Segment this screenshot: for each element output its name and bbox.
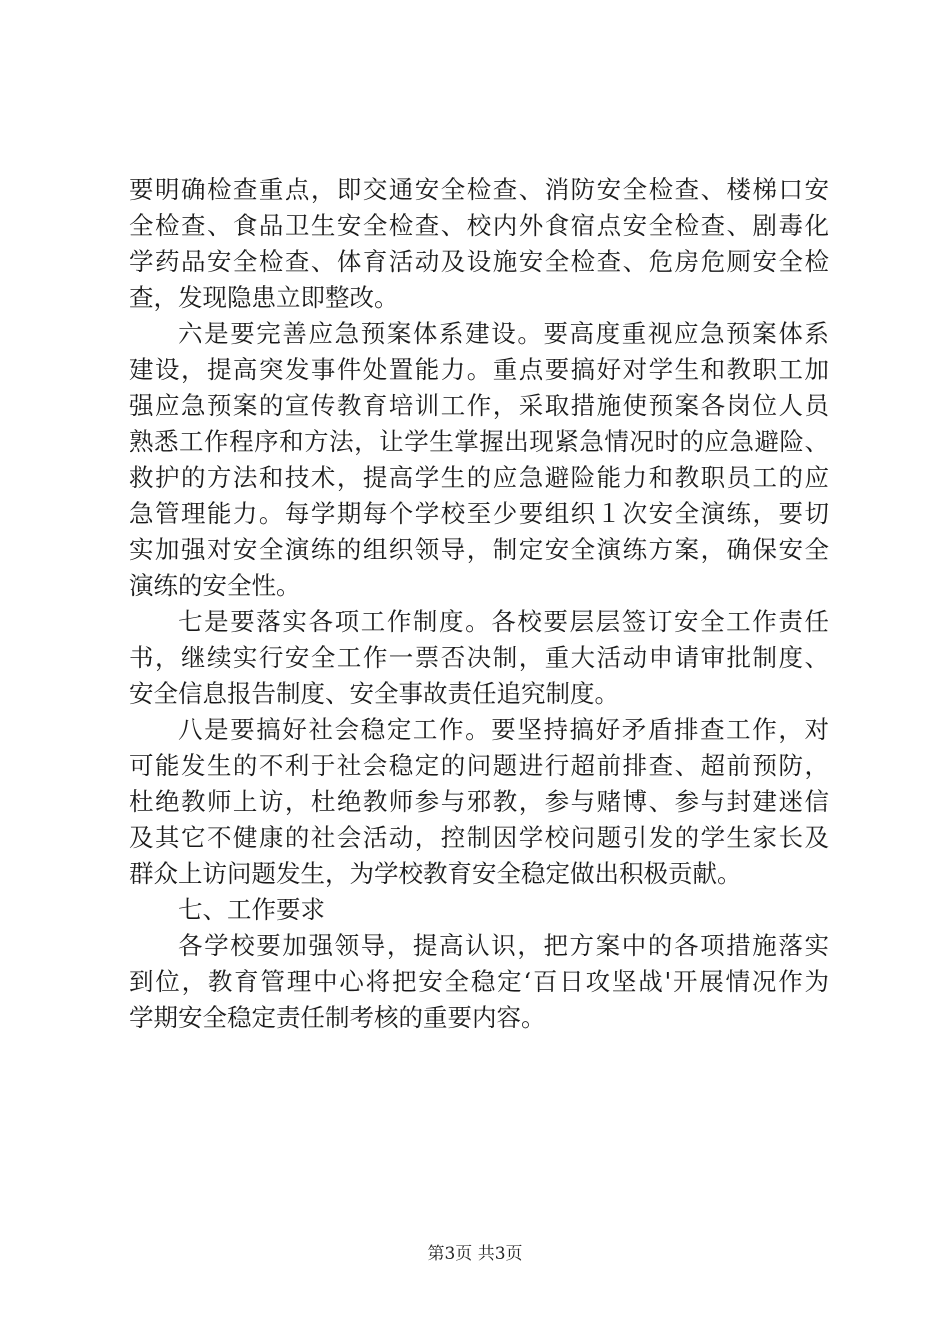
text-line: 要明确检查重点，即交通安全检查、消防安全检查、楼梯口安 xyxy=(129,175,829,204)
section-heading: 七、工作要求 xyxy=(178,895,325,924)
text-line: 书，继续实行安全工作一票否决制，重大活动申请审批制度、 xyxy=(129,643,829,672)
paragraph-start-line: 各学校要加强领导，提高认识，把方案中的各项措施落实 xyxy=(178,931,829,960)
text-line: 演练的安全性。 xyxy=(129,571,301,600)
paragraph-start-line: 六是要完善应急预案体系建设。要高度重视应急预案体系 xyxy=(178,319,829,348)
text-line: 学药品安全检查、体育活动及设施安全检查、危房危厕安全检 xyxy=(129,247,829,276)
text-line: 全检查、食品卫生安全检查、校内外食宿点安全检查、剧毒化 xyxy=(129,211,829,240)
paragraph-start-line: 八是要搞好社会稳定工作。要坚持搞好矛盾排查工作，对 xyxy=(178,715,829,744)
text-line: 杜绝教师上访，杜绝教师参与邪教，参与赌博、参与封建迷信 xyxy=(129,787,829,816)
text-line: 学期安全稳定责任制考核的重要内容。 xyxy=(129,1003,546,1032)
document-body xyxy=(129,172,829,1036)
text-line: 急管理能力。每学期每个学校至少要组织１次安全演练，要切 xyxy=(129,499,829,528)
text-line: 及其它不健康的社会活动，控制因学校问题引发的学生家长及 xyxy=(129,823,829,852)
text-line: 安全信息报告制度、安全事故责任追究制度。 xyxy=(129,679,619,708)
text-line: 可能发生的不利于社会稳定的问题进行超前排查、超前预防， xyxy=(129,751,829,780)
text-line: 查，发现隐患立即整改。 xyxy=(129,283,399,312)
paragraph-start-line: 七是要落实各项工作制度。各校要层层签订安全工作责任 xyxy=(178,607,829,636)
text-line: 救护的方法和技术，提高学生的应急避险能力和教职员工的应 xyxy=(129,463,829,492)
text-line: 到位，教育管理中心将把安全稳定‘百日攻坚战'开展情况作为 xyxy=(129,967,829,996)
text-line: 群众上访问题发生，为学校教育安全稳定做出积极贡献。 xyxy=(129,859,742,888)
text-line: 强应急预案的宣传教育培训工作，采取措施使预案各岗位人员 xyxy=(129,391,829,420)
page-number-footer: 第3页 共3页 xyxy=(427,1244,523,1264)
text-line: 实加强对安全演练的组织领导，制定安全演练方案，确保安全 xyxy=(129,535,829,564)
text-line: 建设，提高突发事件处置能力。重点要搞好对学生和教职工加 xyxy=(129,355,829,384)
text-line: 熟悉工作程序和方法，让学生掌握出现紧急情况时的应急避险、 xyxy=(129,427,829,456)
